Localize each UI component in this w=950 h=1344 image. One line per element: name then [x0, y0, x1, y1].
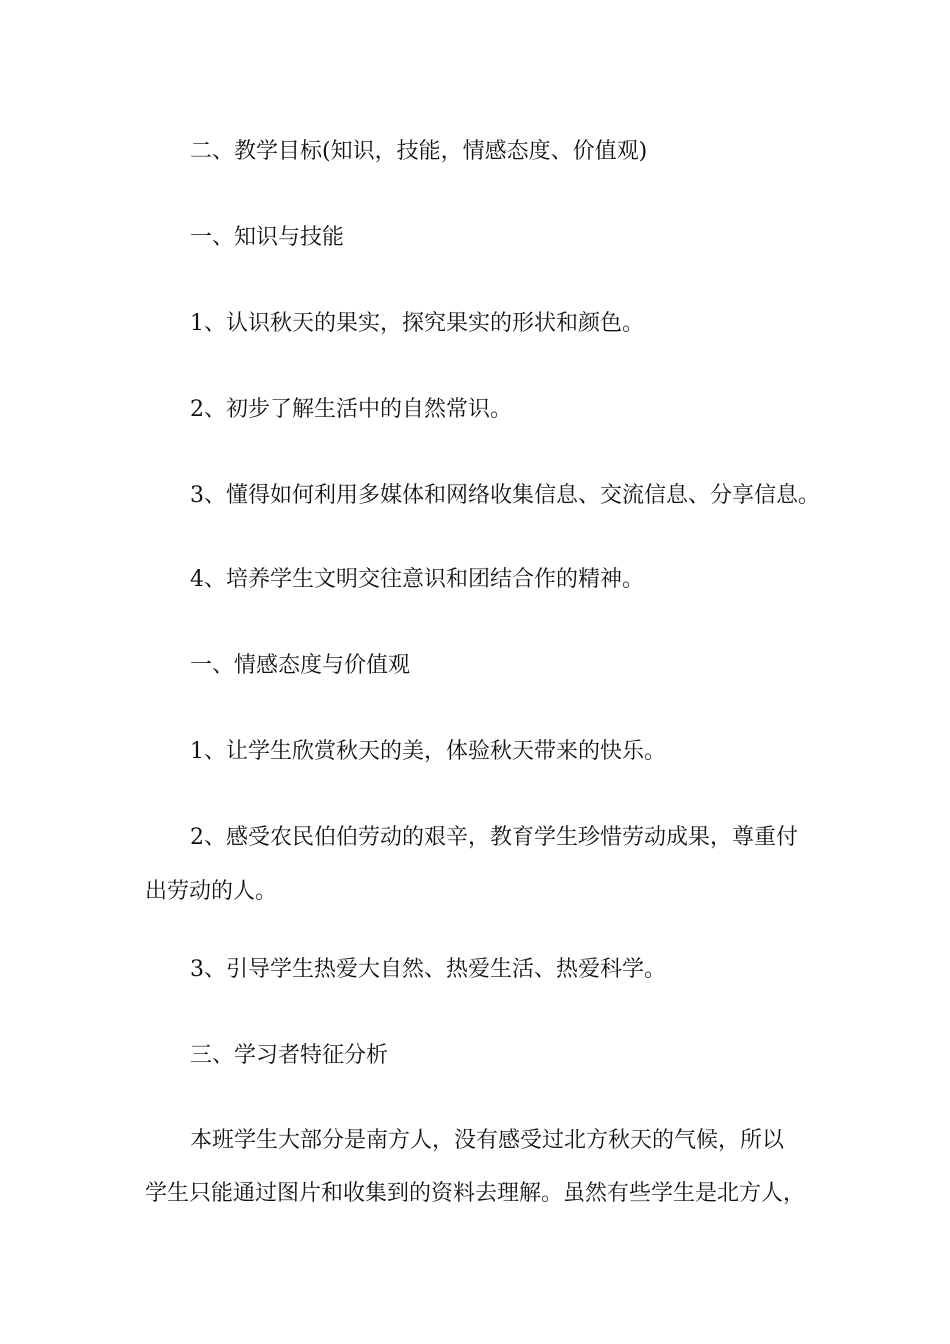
paragraph-line-1: 本班学生大部分是南方人，没有感受过北方秋天的气候，所以	[190, 1128, 785, 1153]
goal-item-1: 1、认识秋天的果实，探究果实的形状和颜色。	[190, 311, 644, 336]
goal-item-4: 4、培养学生文明交往意识和团结合作的精神。	[190, 567, 644, 592]
value-item-2-line-2: 出劳动的人。	[145, 879, 278, 904]
value-item-3: 3、引导学生热爱大自然、热爱生活、热爱科学。	[190, 957, 666, 982]
goal-item-3: 3、懂得如何利用多媒体和网络收集信息、交流信息、分享信息。	[190, 483, 820, 508]
section-heading-learner-analysis: 三、学习者特征分析	[190, 1043, 389, 1068]
paragraph-line-2: 学生只能通过图片和收集到的资料去理解。虽然有些学生是北方人，	[145, 1181, 806, 1206]
section-heading-teaching-goals: 二、教学目标(知识，技能，情感态度、价值观)	[190, 139, 648, 164]
subheading-emotion-values: 一、情感态度与价值观	[190, 653, 411, 678]
subheading-knowledge-skills: 一、知识与技能	[190, 225, 345, 250]
value-item-1: 1、让学生欣赏秋天的美，体验秋天带来的快乐。	[190, 739, 666, 764]
value-item-2-line-1: 2、感受农民伯伯劳动的艰辛，教育学生珍惜劳动成果，尊重付	[190, 825, 798, 850]
goal-item-2: 2、初步了解生活中的自然常识。	[190, 397, 512, 422]
